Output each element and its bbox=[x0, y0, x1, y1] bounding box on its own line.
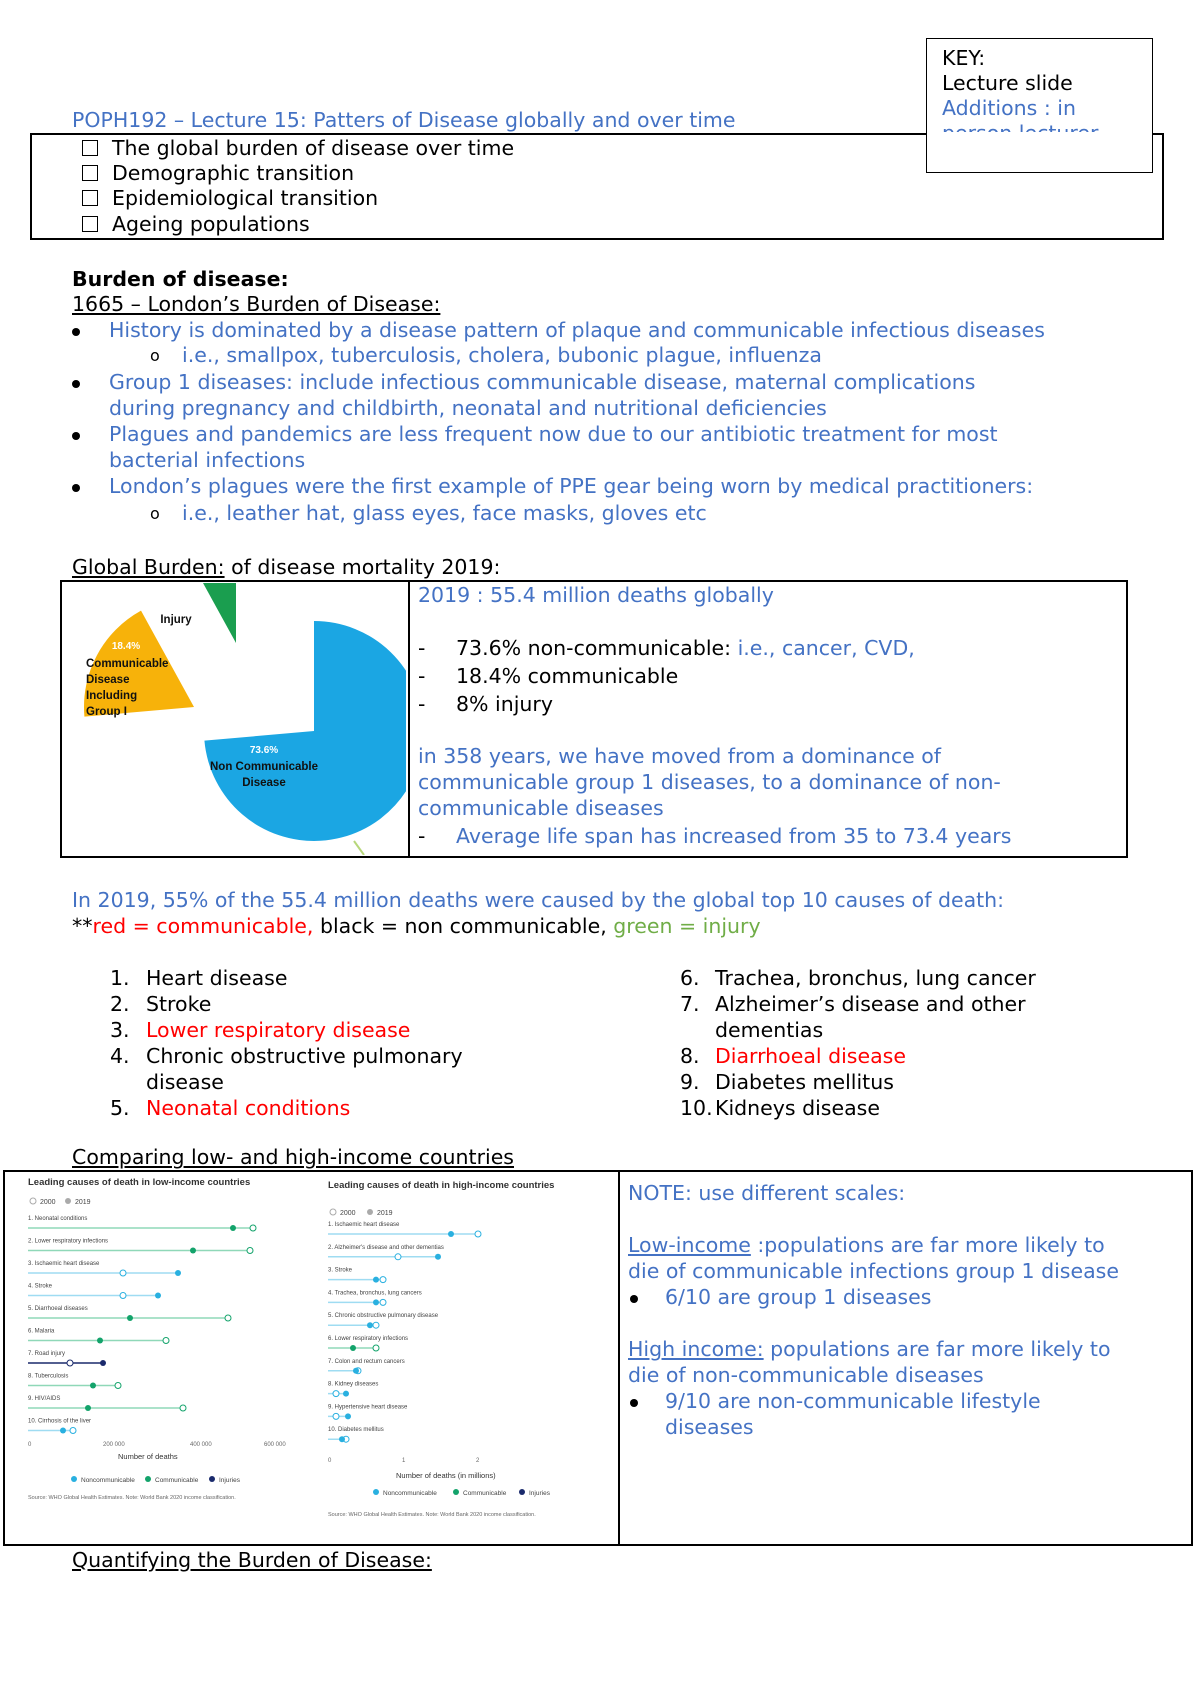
marker-2019 bbox=[435, 1254, 441, 1260]
tick-label: 200 000 bbox=[103, 1442, 125, 1448]
legend-comm-marker bbox=[145, 1476, 151, 1482]
pie-slice-label: Non Communicable bbox=[210, 761, 318, 773]
marker-2000 bbox=[373, 1345, 379, 1351]
tick-label: 0 bbox=[28, 1442, 32, 1448]
item-number: 3. bbox=[110, 1018, 130, 1042]
life-span-text: Average life span has increased from 35 to 73.4 years bbox=[456, 824, 1012, 848]
stat-injury: 8% injury bbox=[456, 692, 553, 716]
chart-row-label: 9. HIV/AIDS bbox=[28, 1396, 61, 1402]
marker-2000 bbox=[163, 1338, 169, 1344]
marker-2019 bbox=[343, 1391, 349, 1397]
pie-slice-label: Including bbox=[86, 690, 138, 702]
subheading-global: Global Burden: of disease mortality 2019: bbox=[72, 555, 501, 579]
marker-2019 bbox=[353, 1368, 359, 1374]
checkbox-icon bbox=[82, 140, 98, 156]
key-lecture-slide: Lecture slide bbox=[942, 71, 1073, 95]
marker-2019 bbox=[100, 1360, 106, 1366]
checkbox-icon bbox=[82, 216, 98, 232]
pie-slice-label: Disease bbox=[86, 674, 130, 686]
item-text: Stroke bbox=[146, 992, 212, 1016]
marker-2019 bbox=[90, 1383, 96, 1389]
high-income-chart bbox=[318, 1174, 616, 1534]
chart-row-label: 4. Stroke bbox=[28, 1283, 53, 1290]
burden-bullet-cont: bacterial infections bbox=[109, 448, 306, 472]
item-text: Neonatal conditions bbox=[146, 1096, 351, 1120]
legend-2019: 2019 bbox=[377, 1210, 393, 1217]
burden-bullet: History is dominated by a disease pattern of plaque and communicable infectious diseases bbox=[109, 318, 1045, 342]
subheading-compare: Comparing low- and high-income countries bbox=[72, 1145, 514, 1169]
color-legend: **red = communicable, black = non communicable, green = injury bbox=[72, 914, 761, 938]
cause-of-death-item bbox=[110, 1018, 410, 1042]
marker-2000 bbox=[373, 1322, 379, 1328]
cause-of-death-item bbox=[680, 992, 1026, 1016]
marker-2000 bbox=[225, 1315, 231, 1321]
pie-chart bbox=[64, 583, 406, 855]
bullet-icon bbox=[630, 1295, 638, 1303]
marker-2000 bbox=[380, 1277, 386, 1283]
legend-2000-marker bbox=[30, 1198, 36, 1204]
item-text: Lower respiratory disease bbox=[146, 1018, 411, 1042]
chart-row-label: 3. Ischaemic heart disease bbox=[28, 1261, 100, 1267]
marker-2019 bbox=[373, 1299, 379, 1305]
legend-2019-marker bbox=[367, 1209, 373, 1215]
item-text: Chronic obstructive pulmonary bbox=[146, 1044, 463, 1068]
item-text: Heart disease bbox=[146, 966, 288, 990]
marker-2019 bbox=[345, 1413, 351, 1419]
legend-comm-marker bbox=[453, 1489, 459, 1495]
pie-slice-label: Group I bbox=[86, 706, 127, 718]
chart-row-label: 7. Road injury bbox=[28, 1351, 66, 1357]
legend-noncomm-marker bbox=[373, 1489, 379, 1495]
legend-injury: Injuries bbox=[529, 1490, 550, 1497]
dash-icon: - bbox=[418, 692, 426, 716]
cause-of-death-item bbox=[110, 1070, 224, 1094]
chart-row-label: 1. Neonatal conditions bbox=[28, 1216, 88, 1222]
cause-of-death-item bbox=[680, 966, 1036, 990]
chart-row-label: 2. Alzheimer's disease and other dementias bbox=[328, 1244, 444, 1251]
marker-2019 bbox=[190, 1248, 196, 1254]
legend-2019-marker bbox=[65, 1198, 71, 1204]
legend-comm: Communicable bbox=[155, 1477, 199, 1484]
item-text: Kidneys disease bbox=[715, 1096, 880, 1120]
marker-2019 bbox=[350, 1345, 356, 1351]
pie-percent-label: 8.0% bbox=[164, 597, 188, 608]
marker-2000 bbox=[67, 1360, 73, 1366]
section-heading-burden: Burden of disease: bbox=[72, 267, 289, 291]
checklist-item: Demographic transition bbox=[82, 161, 354, 185]
cause-of-death-item bbox=[680, 1070, 894, 1094]
item-text: disease bbox=[146, 1070, 224, 1094]
key-box-cover bbox=[926, 132, 1153, 173]
burden-bullet-cont: during pregnancy and childbirth, neonatal and nutritional deficiencies bbox=[109, 396, 827, 420]
global-deaths-line: 2019 : 55.4 million deaths globally bbox=[418, 583, 774, 607]
marker-2019 bbox=[60, 1428, 66, 1434]
cause-of-death-item bbox=[680, 1096, 880, 1120]
legend-noncomm: Noncommunicable bbox=[81, 1477, 135, 1484]
dash-icon: - bbox=[418, 824, 426, 848]
marker-2000 bbox=[115, 1383, 121, 1389]
checkbox-icon bbox=[82, 190, 98, 206]
note-scales: NOTE: use different scales: bbox=[628, 1181, 906, 1205]
chart-source: Source: WHO Global Health Estimates. Note: World Bank 2020 income classification. bbox=[328, 1512, 536, 1518]
high-income-bullet-cont: diseases bbox=[665, 1415, 754, 1439]
high-chart-title: Leading causes of death in high-income countries bbox=[328, 1180, 555, 1191]
chart-row-label: 2. Lower respiratory infections bbox=[28, 1238, 109, 1245]
cause-of-death-item bbox=[680, 1044, 906, 1068]
item-text: Diabetes mellitus bbox=[715, 1070, 894, 1094]
marker-2019 bbox=[339, 1436, 345, 1442]
cause-of-death-item bbox=[110, 992, 211, 1016]
high-income-text: High income: populations are far more likely to bbox=[628, 1337, 1111, 1361]
item-number: 4. bbox=[110, 1044, 130, 1068]
low-income-chart bbox=[8, 1174, 313, 1509]
legend-2000: 2000 bbox=[340, 1210, 356, 1217]
marker-2000 bbox=[380, 1299, 386, 1305]
tick-label: 0 bbox=[328, 1458, 332, 1464]
sub-bullet-icon: o bbox=[150, 346, 160, 365]
legend-2019: 2019 bbox=[75, 1199, 91, 1206]
legend-injury: Injuries bbox=[219, 1477, 240, 1484]
marker-2019 bbox=[85, 1405, 91, 1411]
chart-row-label: 10. Cirrhosis of the liver bbox=[28, 1418, 92, 1425]
dash-icon: - bbox=[418, 636, 426, 660]
burden-sub-bullet: i.e., leather hat, glass eyes, face masks, gloves etc bbox=[182, 501, 707, 525]
tick-label: 2 bbox=[476, 1458, 480, 1464]
bullet-icon bbox=[630, 1399, 638, 1407]
key-additions: Additions : in bbox=[942, 96, 1076, 120]
item-number: 5. bbox=[110, 1096, 130, 1120]
subheading-london: 1665 – London’s Burden of Disease: bbox=[72, 292, 441, 316]
transition-text: communicable diseases bbox=[418, 796, 664, 820]
legend-noncomm: Noncommunicable bbox=[383, 1490, 437, 1497]
item-text: Trachea, bronchus, lung cancer bbox=[715, 966, 1036, 990]
item-number: 8. bbox=[680, 1044, 700, 1068]
pie-percent-label: 73.6% bbox=[249, 745, 279, 756]
burden-bullet: London’s plagues were the first example of PPE gear being worn by medical practitioners: bbox=[109, 474, 1034, 498]
bullet-icon bbox=[72, 432, 80, 440]
bullet-icon bbox=[72, 328, 80, 336]
low-income-bullet: 6/10 are group 1 diseases bbox=[665, 1285, 932, 1309]
item-text: Diarrhoeal disease bbox=[715, 1044, 906, 1068]
sub-bullet-icon: o bbox=[150, 504, 160, 523]
x-axis-label: Number of deaths (in millions) bbox=[396, 1471, 496, 1480]
tick-label: 1 bbox=[402, 1458, 406, 1464]
chart-row-label: 6. Malaria bbox=[28, 1328, 55, 1335]
marker-2000 bbox=[120, 1270, 126, 1276]
subheading-quantifying: Quantifying the Burden of Disease: bbox=[72, 1548, 432, 1572]
page-title: POPH192 – Lecture 15: Patters of Disease globally and over time bbox=[72, 108, 736, 132]
chart-row-label: 5. Chronic obstructive pulmonary disease bbox=[328, 1313, 439, 1320]
item-number: 2. bbox=[110, 992, 130, 1016]
chart-row-label: 7. Colon and rectum cancers bbox=[328, 1358, 405, 1365]
pie-slice-label: Communicable bbox=[86, 658, 169, 670]
checklist-item: Epidemiological transition bbox=[82, 186, 378, 210]
marker-2000 bbox=[70, 1428, 76, 1434]
marker-2000 bbox=[180, 1405, 186, 1411]
x-axis-label: Number of deaths bbox=[118, 1452, 178, 1461]
marker-2019 bbox=[230, 1225, 236, 1231]
burden-bullet: Group 1 diseases: include infectious communicable disease, maternal complications bbox=[109, 370, 976, 394]
chart-row-label: 4. Trachea, bronchus, lung cancers bbox=[328, 1290, 422, 1297]
legend-noncomm-marker bbox=[71, 1476, 77, 1482]
dash-icon: - bbox=[418, 664, 426, 688]
chart-row-label: 3. Stroke bbox=[328, 1267, 353, 1274]
table-divider bbox=[618, 1170, 620, 1546]
stat-noncommunicable: 73.6% non-communicable: i.e., cancer, CVD, bbox=[456, 636, 915, 660]
legend-injury-marker bbox=[209, 1476, 215, 1482]
chart-row-label: 8. Kidney diseases bbox=[328, 1381, 379, 1388]
top10-intro: In 2019, 55% of the 55.4 million deaths were caused by the global top 10 causes of death: bbox=[72, 888, 1005, 912]
chart-row-label: 5. Diarrhoeal diseases bbox=[28, 1306, 88, 1312]
pie-slice-label: Disease bbox=[242, 777, 286, 789]
item-number: 9. bbox=[680, 1070, 700, 1094]
marker-2019 bbox=[367, 1322, 373, 1328]
legend-injury-marker bbox=[519, 1489, 525, 1495]
legend-comm: Communicable bbox=[463, 1490, 507, 1497]
high-income-bullet: 9/10 are non-communicable lifestyle bbox=[665, 1389, 1041, 1413]
cause-of-death-item bbox=[110, 1044, 463, 1068]
high-income-text-2: die of non-communicable diseases bbox=[628, 1363, 984, 1387]
marker-2019 bbox=[97, 1338, 103, 1344]
checkbox-icon bbox=[82, 165, 98, 181]
marker-2019 bbox=[127, 1315, 133, 1321]
low-income-text-2: die of communicable infections group 1 disease bbox=[628, 1259, 1119, 1283]
item-number: 6. bbox=[680, 966, 700, 990]
stat-communicable: 18.4% communicable bbox=[456, 664, 679, 688]
item-text: dementias bbox=[715, 1018, 824, 1042]
marker-2019 bbox=[448, 1231, 454, 1237]
chart-source: Source: WHO Global Health Estimates. Note: World Bank 2020 income classification. bbox=[28, 1495, 236, 1501]
marker-2000 bbox=[333, 1391, 339, 1397]
cause-of-death-item bbox=[110, 966, 287, 990]
chart-row-label: 1. Ischaemic heart disease bbox=[328, 1222, 400, 1228]
table-divider bbox=[408, 580, 410, 858]
marker-2000 bbox=[395, 1254, 401, 1260]
marker-2000 bbox=[250, 1225, 256, 1231]
legend-2000-marker bbox=[330, 1209, 336, 1215]
chart-row-label: 10. Diabetes mellitus bbox=[328, 1427, 384, 1434]
pie-percent-label: 18.4% bbox=[111, 641, 141, 652]
bullet-icon bbox=[72, 380, 80, 388]
pie-slice-label: Injury bbox=[160, 614, 192, 626]
transition-text: communicable group 1 diseases, to a dominance of non- bbox=[418, 770, 1001, 794]
marker-2000 bbox=[247, 1248, 253, 1254]
marker-2000 bbox=[333, 1413, 339, 1419]
marker-2019 bbox=[155, 1293, 161, 1299]
marker-2000 bbox=[475, 1231, 481, 1237]
checklist-item: The global burden of disease over time bbox=[82, 136, 514, 160]
item-number: 7. bbox=[680, 992, 700, 1016]
marker-2019 bbox=[373, 1277, 379, 1283]
cause-of-death-item bbox=[680, 1018, 823, 1042]
cause-of-death-item bbox=[110, 1096, 350, 1120]
low-income-text: Low-income :populations are far more likely to bbox=[628, 1233, 1105, 1257]
item-text: Alzheimer’s disease and other bbox=[715, 992, 1026, 1016]
chart-row-label: 8. Tuberculosis bbox=[28, 1373, 69, 1380]
item-number: 10. bbox=[680, 1096, 713, 1120]
chart-row-label: 6. Lower respiratory infections bbox=[328, 1336, 409, 1342]
legend-2000: 2000 bbox=[40, 1199, 56, 1206]
burden-bullet: Plagues and pandemics are less frequent now due to our antibiotic treatment for most bbox=[109, 422, 998, 446]
bullet-icon bbox=[72, 484, 80, 492]
checklist-item: Ageing populations bbox=[82, 212, 310, 236]
low-chart-title: Leading causes of death in low-income countries bbox=[28, 1177, 251, 1188]
marker-2019 bbox=[175, 1270, 181, 1276]
transition-text: in 358 years, we have moved from a dominance of bbox=[418, 744, 942, 768]
key-title: KEY: bbox=[942, 46, 986, 70]
marker-2000 bbox=[120, 1293, 126, 1299]
tick-label: 600 000 bbox=[264, 1442, 286, 1448]
item-number: 1. bbox=[110, 966, 130, 990]
tick-label: 400 000 bbox=[190, 1442, 212, 1448]
chart-row-label: 9. Hypertensive heart disease bbox=[328, 1404, 408, 1411]
burden-sub-bullet: i.e., smallpox, tuberculosis, cholera, bubonic plague, influenza bbox=[182, 343, 822, 367]
